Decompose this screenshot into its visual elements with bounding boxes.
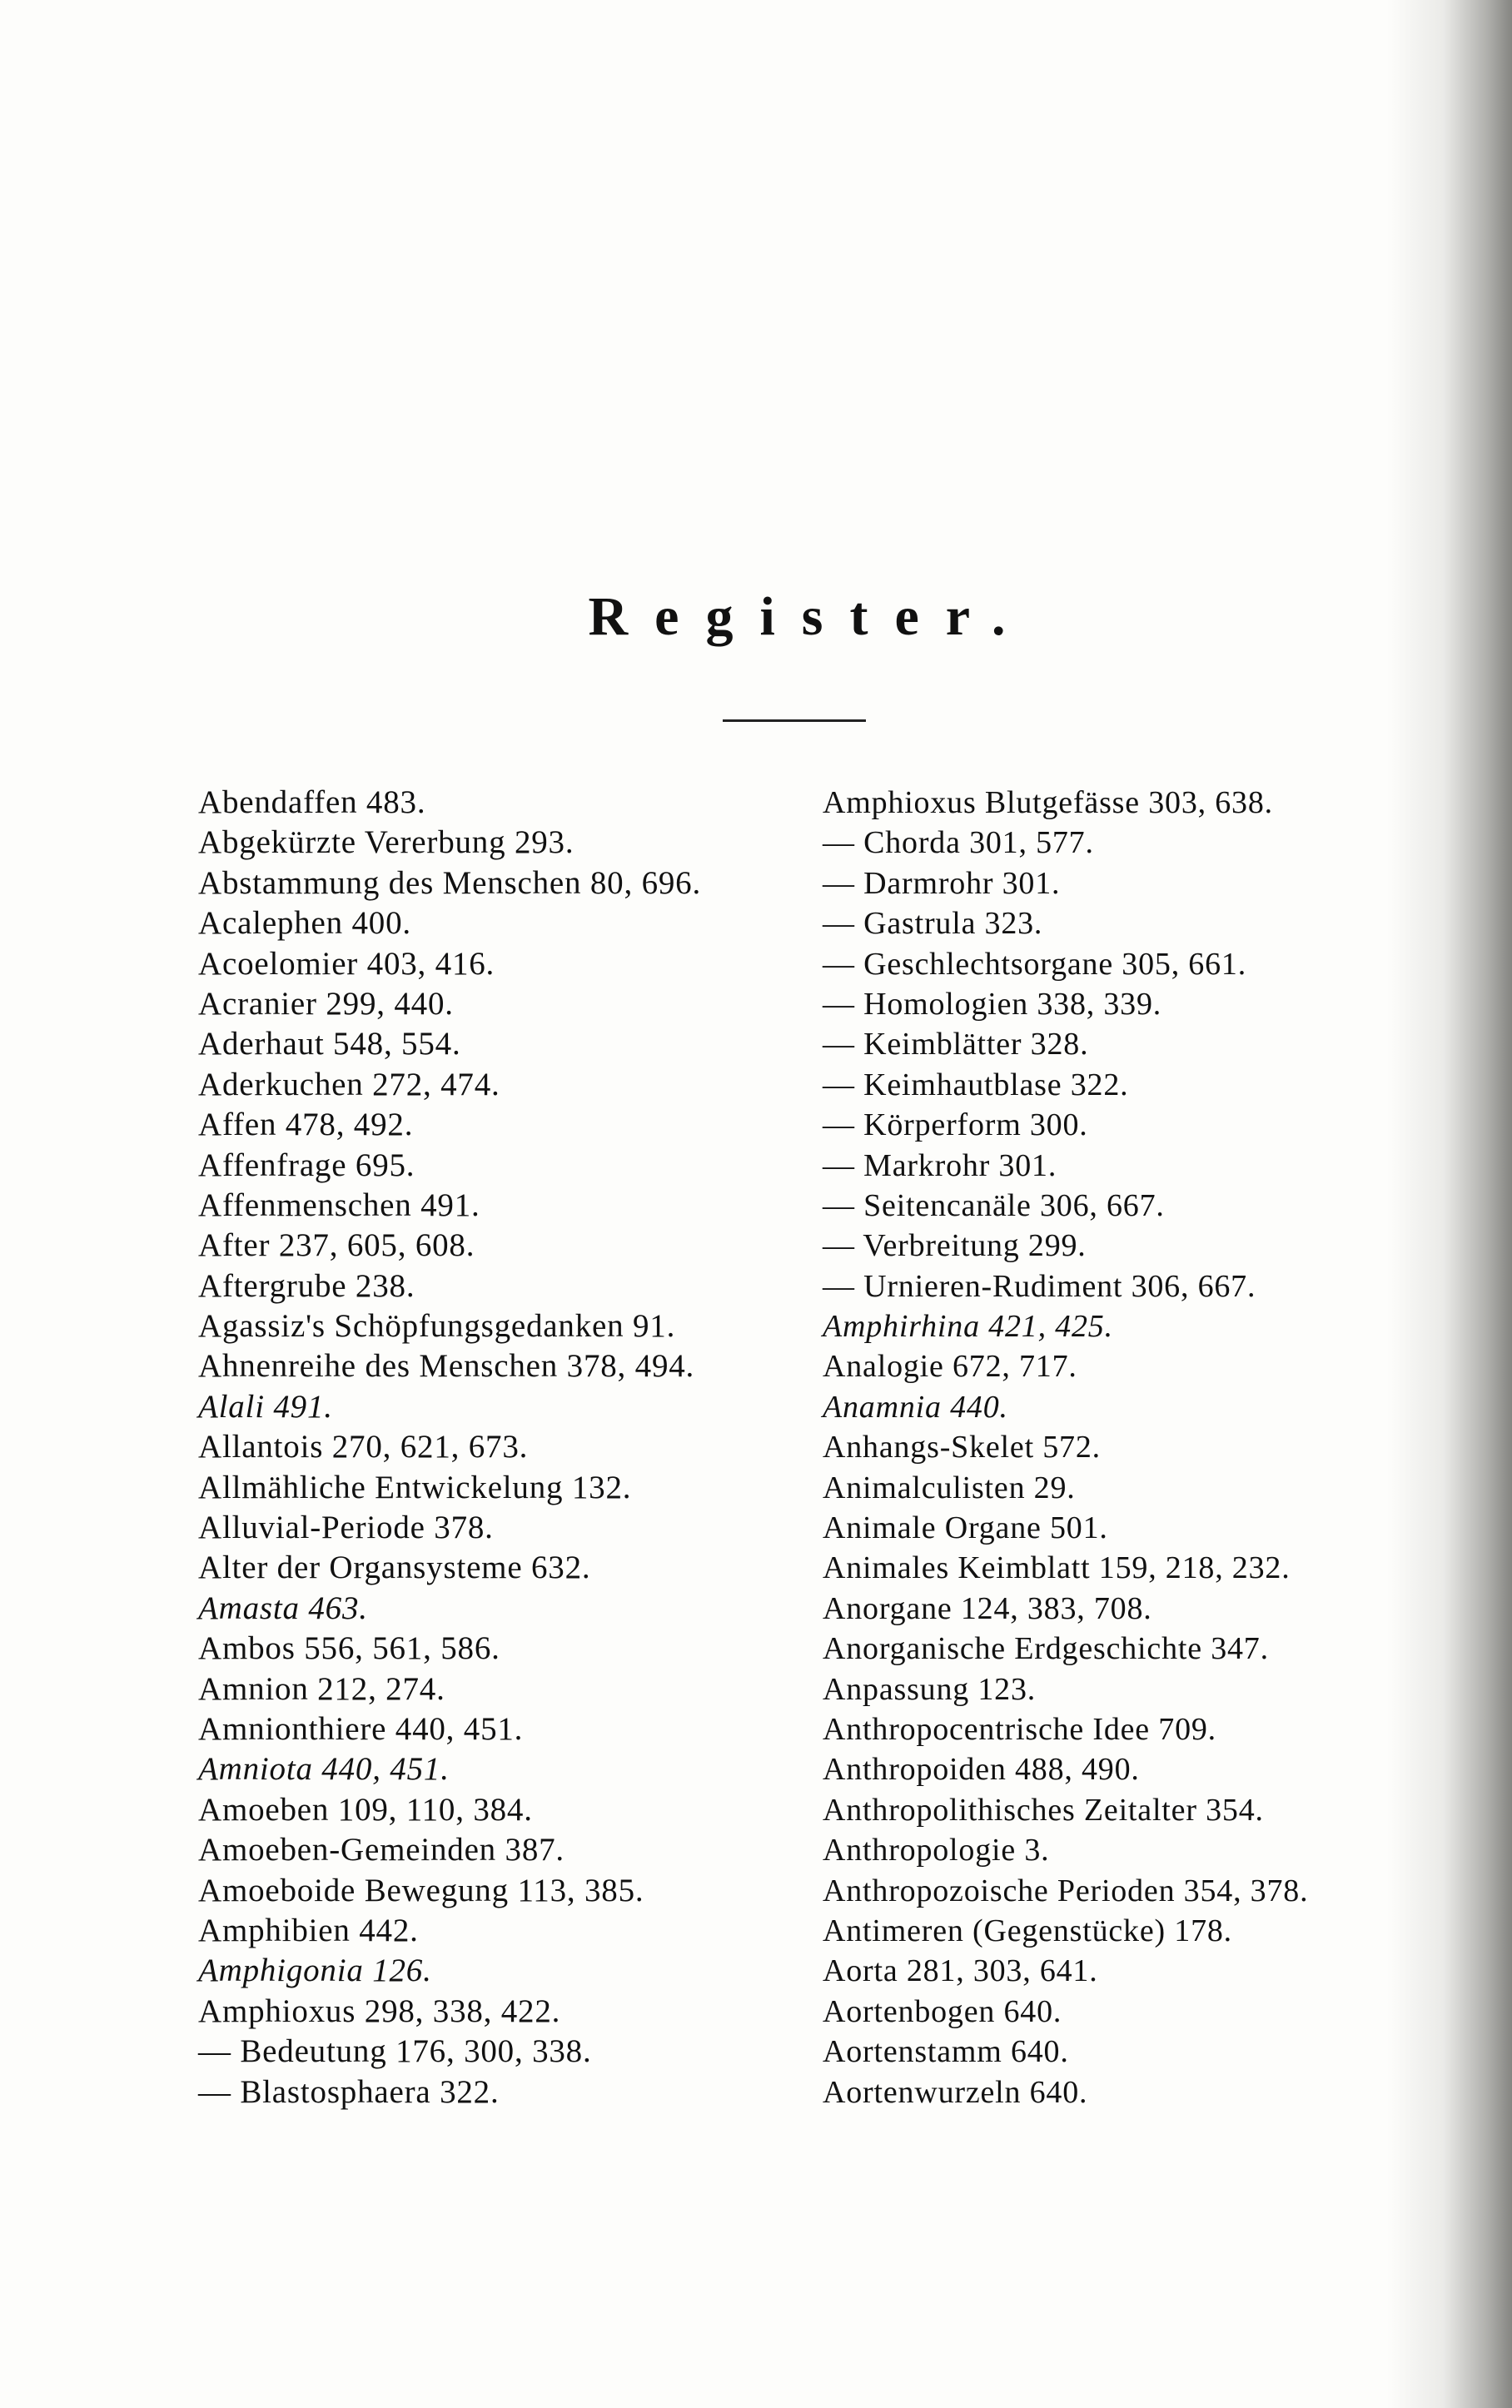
index-entry: Aftergrube 238. [198,1267,415,1304]
index-entry: Affenmenschen 491. [198,1187,480,1223]
index-entry: Abgekürzte Vererbung 293. [198,824,574,861]
index-entry: Amphirhina 421, 425. [823,1309,1113,1345]
index-entry: — Keimhautblase 322. [823,1067,1129,1102]
index-entry: — Chorda 301, 577. [823,825,1094,861]
page-heading: Register. [588,586,1032,647]
index-entry: Anthropolithisches Zeitalter 354. [823,1792,1264,1828]
index-entry: Anorgane 124, 383, 708. [823,1590,1152,1626]
index-entry: Allantois 270, 621, 673. [198,1429,529,1465]
index-entry: Alali 491. [198,1388,333,1425]
index-entry: Aderhaut 548, 554. [198,1026,461,1062]
heading-divider [723,719,866,722]
index-entry: Ambos 556, 561, 586. [198,1630,500,1667]
index-entry: Acoelomier 403, 416. [198,945,495,982]
index-entry: Analogie 672, 717. [823,1349,1077,1385]
index-entry: Anpassung 123. [823,1671,1037,1707]
index-entry: — Darmrohr 301. [823,865,1061,901]
index-entry: Aortenstamm 640. [823,2034,1069,2070]
index-entry: Alter der Organsysteme 632. [198,1550,591,1586]
index-entry: Anthropozoische Perioden 354, 378. [823,1873,1309,1908]
index-entry: Aorta 281, 303, 641. [823,1953,1098,1989]
index-entry: Amphioxus 298, 338, 422. [198,1993,561,2029]
index-entry: Anorganische Erdgeschichte 347. [823,1631,1269,1667]
index-entry: — Gastrula 323. [823,906,1043,942]
index-entry: Animalculisten 29. [823,1470,1076,1505]
index-entry: Amoeben 109, 110, 384. [198,1791,533,1828]
index-entry: Anthropologie 3. [823,1833,1050,1868]
index-entry: Amnion 212, 274. [198,1670,445,1707]
index-entry: Amniota 440, 451. [198,1751,450,1788]
index-entry: Amoeboide Bewegung 113, 385. [198,1872,644,1908]
index-entry: Anthropoiden 488, 490. [823,1752,1140,1788]
index-entry: — Bedeutung 176, 300, 338. [198,2033,592,2070]
index-entry: — Seitencanäle 306, 667. [823,1187,1165,1223]
index-entry: Animales Keimblatt 159, 218, 232. [823,1550,1291,1586]
index-entry: — Blastosphaera 322. [198,2073,500,2110]
index-entry: — Geschlechtsorgane 305, 661. [823,946,1246,982]
index-entry: Aortenwurzeln 640. [823,2074,1088,2110]
index-entry: Aderkuchen 272, 474. [198,1066,500,1102]
index-entry: Acalephen 400. [198,905,411,942]
index-column-left [198,783,814,2112]
index-entry: Acranier 299, 440. [198,985,454,1022]
index-entry: Anthropocentrische Idee 709. [823,1711,1216,1747]
index-entry: — Urnieren-Rudiment 306, 667. [823,1268,1256,1304]
index-entry: — Verbreitung 299. [823,1228,1087,1264]
index-entry: — Keimblätter 328. [823,1027,1089,1062]
index-entry: Amnionthiere 440, 451. [198,1710,524,1747]
index-entry: Agassiz's Schöpfungsgedanken 91. [198,1308,676,1345]
index-entry: After 237, 605, 608. [198,1227,475,1264]
index-entry: Anamnia 440. [823,1389,1008,1425]
index-entry: Affen 478, 492. [198,1107,414,1143]
index-entry: Allmähliche Entwickelung 132. [198,1469,632,1505]
index-column-right [823,783,1439,2112]
index-entry: — Markrohr 301. [823,1147,1057,1183]
index-entry: Anhangs-Skelet 572. [823,1430,1101,1465]
index-entry: Affenfrage 695. [198,1147,415,1183]
index-entry: Amasta 463. [198,1590,368,1626]
index-entry: Antimeren (Gegenstücke) 178. [823,1913,1232,1948]
index-entry: Amphigonia 126. [198,1953,432,1989]
index-entry: Alluvial-Periode 378. [198,1510,494,1546]
index-entry: — Körperform 300. [823,1107,1088,1143]
index-entry: Amoeben-Gemeinden 387. [198,1832,565,1868]
index-entry: Animale Organe 501. [823,1510,1108,1546]
index-entry: — Homologien 338, 339. [823,986,1162,1022]
index-entry: Amphioxus Blutgefässe 303, 638. [823,785,1273,820]
index-entry: Abstammung des Menschen 80, 696. [198,864,702,901]
index-entry: Amphibien 442. [198,1912,419,1948]
index-entry: Ahnenreihe des Menschen 378, 494. [198,1348,695,1385]
index-entry: Abendaffen 483. [198,784,426,820]
index-entry: Aortenbogen 640. [823,1993,1062,2029]
